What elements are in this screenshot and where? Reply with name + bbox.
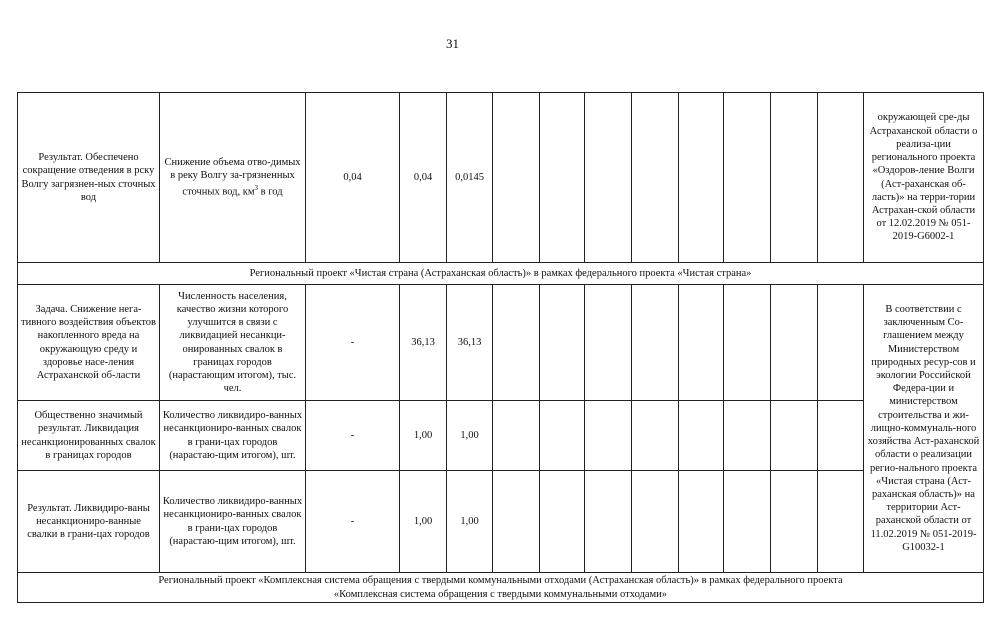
empty-cell xyxy=(493,401,540,471)
empty-cell xyxy=(632,285,679,401)
empty-cell xyxy=(679,285,724,401)
empty-cell xyxy=(679,471,724,573)
empty-cell xyxy=(724,471,771,573)
value-cell: - xyxy=(306,285,400,401)
empty-cell xyxy=(771,93,818,263)
value-cell: 36,13 xyxy=(447,285,493,401)
indicator-cell: Количество ликвидиро-ванных несанкциониро-ванных свалок в грани-цах городов (нарастаю-щим итогом), шт. xyxy=(160,401,306,471)
result-name-cell: Общественно значимый результат. Ликвидация несанкционированных свалок в границах городов xyxy=(18,401,160,471)
empty-cell xyxy=(585,93,632,263)
value-cell: 0,0145 xyxy=(447,93,493,263)
indicator-cell: Количество ликвидиро-ванных несанкциониро-ванных свалок в грани-цах городов (нарастаю-щим итогом), шт. xyxy=(160,471,306,573)
empty-cell xyxy=(818,285,864,401)
table-row xyxy=(18,93,984,263)
empty-cell xyxy=(818,471,864,573)
empty-cell xyxy=(771,401,818,471)
value-cell: 1,00 xyxy=(400,401,447,471)
empty-cell xyxy=(679,401,724,471)
value-cell: 1,00 xyxy=(447,471,493,573)
section-header: Региональный проект «Чистая страна (Астраханская область)» в рамках федерального проекта «Чистая страна» xyxy=(18,263,984,285)
empty-cell xyxy=(585,401,632,471)
empty-cell xyxy=(493,93,540,263)
empty-cell xyxy=(540,401,585,471)
section-header: Региональный проект «Комплексная система обращения с твердыми коммунальными отходами (Астраханская область)» в рамках федерального проекта «Комплексная система обращения с твердыми коммунальными отходами» xyxy=(18,573,984,603)
result-name-cell: Результат. Обеспечено сокращение отведения в рску Волгу загрязнен-ных сточных вод xyxy=(18,93,160,263)
empty-cell xyxy=(724,401,771,471)
empty-cell xyxy=(632,93,679,263)
value-cell: - xyxy=(306,471,400,573)
empty-cell xyxy=(585,471,632,573)
value-cell: 0,04 xyxy=(306,93,400,263)
empty-cell xyxy=(540,471,585,573)
table-row xyxy=(18,401,984,471)
table-row xyxy=(18,471,984,573)
value-cell: 1,00 xyxy=(447,401,493,471)
empty-cell xyxy=(818,401,864,471)
note-cell: окружающей сре-ды Астраханской области о реализа-ции регионального проекта «Оздоров-ление Волги (Аст-раханская об-ласть)» на терри-тории Астрахан-ской области от 12.02.2019 № 051-2019-G6002-1 xyxy=(864,93,984,263)
section-header-row xyxy=(18,263,984,285)
empty-cell xyxy=(818,93,864,263)
empty-cell xyxy=(724,285,771,401)
task-name-cell: Задача. Снижение нега-тивного воздействия объектов накопленного вреда на окружающую среду и здоровье насе-ления Астраханской об-ласти xyxy=(18,285,160,401)
indicator-cell: Снижение объема отво-димых в реку Волгу за-грязненных сточных вод, $км^3$ в год xyxy=(160,93,306,263)
section-header-row xyxy=(18,573,984,603)
value-cell: 0,04 xyxy=(400,93,447,263)
empty-cell xyxy=(493,471,540,573)
empty-cell xyxy=(585,285,632,401)
empty-cell xyxy=(540,93,585,263)
value-cell: - xyxy=(306,401,400,471)
indicators-table xyxy=(17,92,984,603)
value-cell: 1,00 xyxy=(400,471,447,573)
empty-cell xyxy=(493,285,540,401)
value-cell: 36,13 xyxy=(400,285,447,401)
table-row xyxy=(18,285,984,401)
page-number: 31 xyxy=(446,36,459,51)
result-name-cell: Результат. Ликвидиро-ваны несанкциониро-ванные свалки в грани-цах городов xyxy=(18,471,160,573)
empty-cell xyxy=(540,285,585,401)
empty-cell xyxy=(771,471,818,573)
empty-cell xyxy=(632,471,679,573)
empty-cell xyxy=(679,93,724,263)
indicator-cell: Численность населения, качество жизни которого улучшится в связи с ликвидацией несанкци-онированных свалок в границах городов (нарастающим итогом), тыс. чел. xyxy=(160,285,306,401)
empty-cell xyxy=(724,93,771,263)
note-cell: В соответствии с заключенным Со-глашением между Министерством природных ресур-сов и экологии Российской Федера-ции и министерством строительства и жи-лищно-коммуналь-ного хозяйства Аст-раханской области о реализации регио-нального проекта «Чистая страна (Аст-раханская область)» на территории Аст-раханской области от 11.02.2019 № 051-2019-G10032-1 xyxy=(864,285,984,573)
empty-cell xyxy=(771,285,818,401)
empty-cell xyxy=(632,401,679,471)
